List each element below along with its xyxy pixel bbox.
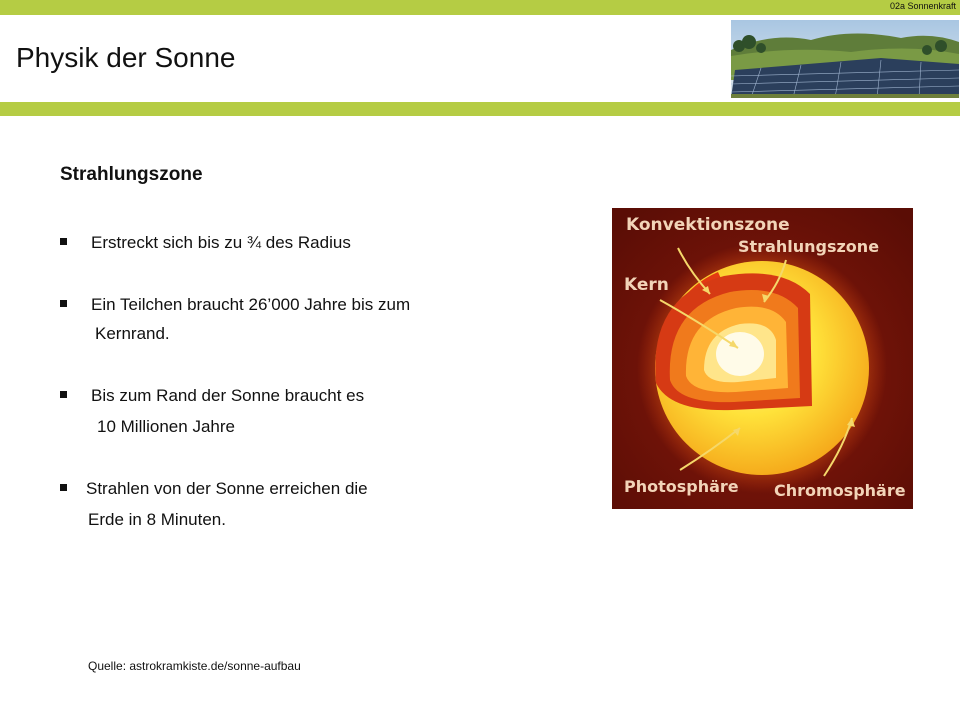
bullet-item (60, 291, 410, 319)
bullet-continuation: 10 Millionen Jahre (97, 417, 235, 436)
header-divider-bar (0, 102, 960, 116)
bullet-marker-icon (60, 300, 67, 307)
top-accent-bar (0, 0, 960, 15)
bullet-text: Bis zum Rand der Sonne braucht es (91, 386, 365, 405)
bullet-continuation: Erde in 8 Minuten. (88, 510, 226, 529)
page-title: Physik der Sonne (16, 42, 236, 73)
section-heading: Strahlungszone (60, 164, 203, 185)
bullet-marker-icon (60, 238, 67, 245)
bullet-marker-icon (60, 391, 67, 398)
bullet-marker-icon (60, 484, 67, 491)
bullet-item (60, 382, 364, 410)
bullet-text: Strahlen von der Sonne erreichen die (86, 479, 368, 498)
label-convection: Konvektionszone (626, 215, 790, 235)
label-radiation: Strahlungszone (738, 237, 880, 256)
bullet-item (60, 475, 368, 503)
section-label: 02a Sonnenkraft (889, 1, 956, 11)
bullet-continuation: Kernrand. (95, 324, 170, 343)
label-core: Kern (624, 275, 669, 295)
bullet-text: Ein Teilchen braucht 26’000 Jahre bis zum (91, 295, 411, 314)
bullet-item (60, 229, 351, 257)
label-chromosphere: Chromosphäre (774, 481, 906, 500)
source-citation: Quelle: astrokramkiste.de/sonne-aufbau (88, 659, 301, 673)
label-photosphere: Photosphäre (624, 477, 739, 496)
sun-structure-diagram (612, 208, 913, 509)
bullet-text: Erstreckt sich bis zu ¾ des Radius (91, 233, 351, 252)
solar-panels-photo (731, 20, 959, 98)
